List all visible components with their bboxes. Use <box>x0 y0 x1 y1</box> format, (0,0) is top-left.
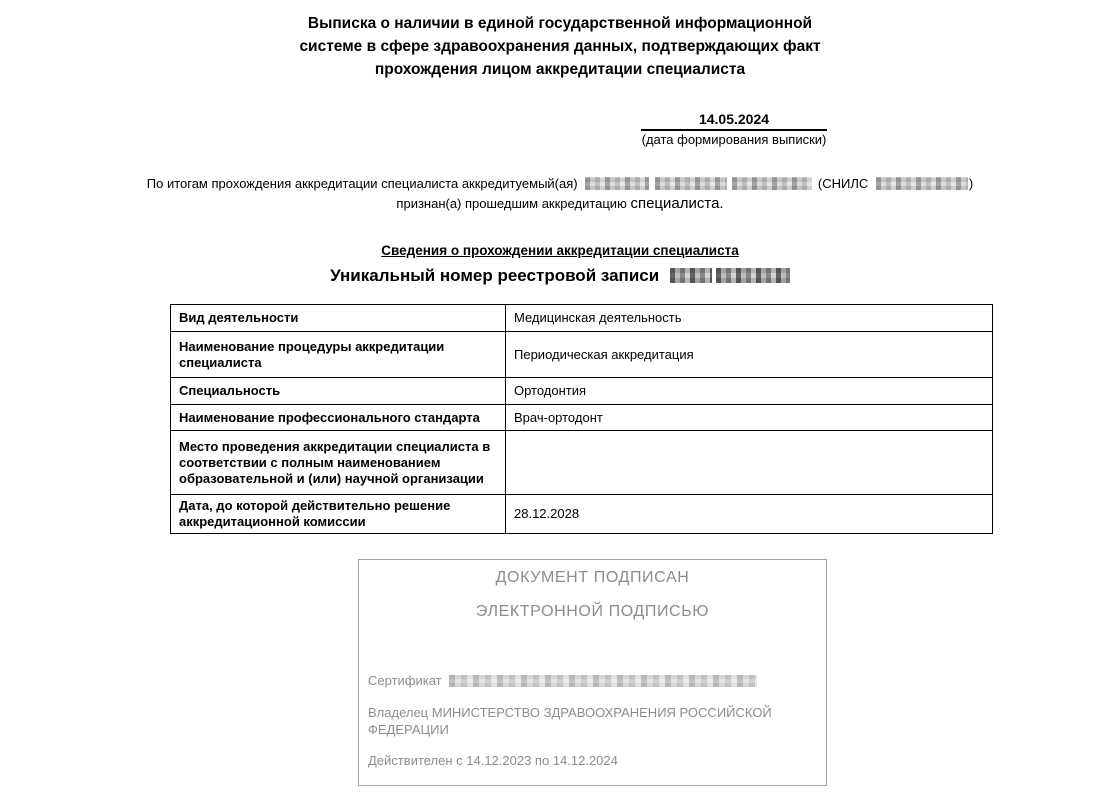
row-value-cell <box>506 431 993 495</box>
table-row <box>171 405 993 431</box>
row-label-cell: Вид деятельности <box>171 305 506 332</box>
row-value-cell: 28.12.2028 <box>506 495 993 534</box>
row-value-cell: Ортодонтия <box>506 378 993 405</box>
validity-line: Действителен с 14.12.2023 по 14.12.2024 <box>368 753 618 768</box>
title-line: системе в сфере здравоохранения данных, подтверждающих факт <box>299 38 821 55</box>
table-row <box>171 378 993 405</box>
section-heading: Сведения о прохождении аккредитации специалиста <box>381 243 739 258</box>
signature-stamp <box>358 559 827 786</box>
issue-date-value: 14.05.2024 <box>641 111 827 131</box>
row-label-cell: Место проведения аккредитации специалиста в соответствии с полным наименованием образовательной и (или) научной организации <box>171 431 506 495</box>
redacted-person-name <box>581 176 814 191</box>
registry-number-line <box>0 266 1120 286</box>
specialist-emphasis: специалиста. <box>630 195 724 212</box>
title-line: прохождения лицом аккредитации специалиста <box>374 61 746 78</box>
table-row <box>171 305 993 332</box>
table-row <box>171 332 993 378</box>
document-title <box>0 12 1120 81</box>
table-row <box>171 431 993 495</box>
accreditation-table <box>170 304 993 534</box>
row-value-cell: Врач-ортодонт <box>506 405 993 431</box>
paren-close: ) <box>968 176 974 191</box>
title-line: Выписка о наличии в единой государственной информационной <box>307 15 813 32</box>
redacted-snils-number <box>876 177 968 190</box>
row-label-cell: Наименование процедуры аккредитации специалиста <box>171 332 506 378</box>
owner-line: Владелец МИНИСТЕРСТВО ЗДРАВООХРАНЕНИЯ РОССИЙСКОЙ ФЕДЕРАЦИИ <box>368 705 772 737</box>
snils-label: (СНИЛС <box>817 176 869 191</box>
table-row <box>171 495 993 534</box>
row-label-cell: Наименование профессионального стандарта <box>171 405 506 431</box>
certificate-row <box>368 672 757 689</box>
row-value-cell: Периодическая аккредитация <box>506 332 993 378</box>
intro-text-part2: признан(а) прошедшим аккредитацию <box>396 196 627 211</box>
redacted-certificate-number <box>449 675 757 687</box>
certificate-label: Сертификат <box>368 673 442 688</box>
issue-date-caption: (дата формирования выписки) <box>641 132 827 147</box>
issue-date-block <box>641 111 827 147</box>
row-label-cell: Специальность <box>171 378 506 405</box>
row-label-cell: Дата, до которой действительно решение аккредитационной комиссии <box>171 495 506 534</box>
intro-paragraph <box>0 174 1120 214</box>
row-value-cell: Медицинская деятельность <box>506 305 993 332</box>
signature-title-line-2: ЭЛЕКТРОННОЙ ПОДПИСЬЮ <box>475 603 710 620</box>
registry-number-label: Уникальный номер реестровой записи <box>330 266 660 285</box>
intro-line-1 <box>0 174 1120 194</box>
intro-text-part1: По итогам прохождения аккредитации специалиста аккредитуемый(ая) <box>146 176 578 191</box>
signature-title-line-1: ДОКУМЕНТ ПОДПИСАН <box>495 569 690 586</box>
intro-line-2 <box>0 194 1120 214</box>
redacted-registry-number <box>664 266 790 285</box>
